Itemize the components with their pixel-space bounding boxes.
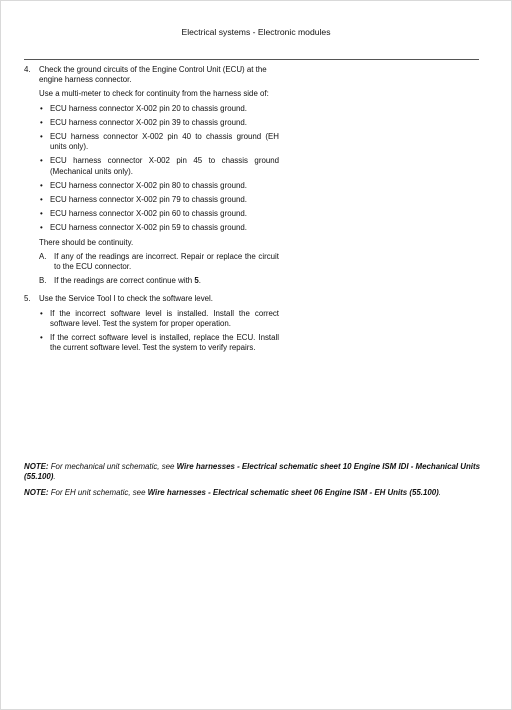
step-4 bbox=[24, 65, 279, 290]
step-5 bbox=[24, 294, 279, 357]
sub-step-a bbox=[39, 252, 279, 272]
bullet-icon: • bbox=[40, 333, 43, 343]
bullet-icon: • bbox=[40, 209, 43, 219]
step-body bbox=[39, 294, 279, 357]
bullet-icon: • bbox=[40, 156, 43, 166]
list-item: • ECU harness connector X-002 pin 60 to chassis ground. bbox=[40, 209, 247, 219]
sub-step-b bbox=[39, 276, 279, 286]
check-list bbox=[39, 104, 279, 234]
step-intro: Use the Service Tool I to check the software level. bbox=[39, 294, 213, 304]
header-rule bbox=[24, 59, 479, 60]
list-item: • ECU harness connector X-002 pin 45 to chassis ground (Mechanical units only). bbox=[40, 156, 279, 176]
note-link[interactable]: Wire harnesses - Electrical schematic sheet 06 Engine ISM - EH Units (55.100) bbox=[147, 488, 439, 497]
sub-text: If the readings are correct continue with 5. bbox=[54, 276, 201, 286]
bullet-icon: • bbox=[40, 117, 43, 127]
note-mechanical: NOTE: For mechanical unit schematic, see Wire harnesses - Electrical schematic sheet 10 Engine ISM IDI - Mechanical Units (55.100). bbox=[24, 462, 481, 482]
step-number: 4. bbox=[24, 65, 31, 74]
list-item: • ECU harness connector X-002 pin 59 to chassis ground. bbox=[40, 223, 247, 233]
step-number: 5. bbox=[24, 294, 31, 304]
step-instruction: Use a multi-meter to check for continuity from the harness side of: bbox=[39, 89, 269, 99]
action-list bbox=[39, 309, 279, 354]
list-item: • ECU harness connector X-002 pin 80 to chassis ground. bbox=[40, 180, 247, 190]
list-item: • If the correct software level is installed, replace the ECU. Install the current software level. Test the system to verify repairs. bbox=[40, 333, 279, 353]
bullet-icon: • bbox=[40, 195, 43, 205]
list-item: • ECU harness connector X-002 pin 40 to chassis ground (EH units only). bbox=[40, 132, 279, 152]
continuity-text: There should be continuity. bbox=[39, 237, 134, 247]
list-item: • ECU harness connector X-002 pin 20 to chassis ground. bbox=[40, 103, 247, 113]
step-intro: Check the ground circuits of the Engine Control Unit (ECU) at the engine harness connector. bbox=[39, 65, 267, 85]
note-text: For mechanical unit schematic, see bbox=[48, 462, 177, 471]
list-item: • ECU harness connector X-002 pin 39 to chassis ground. bbox=[40, 117, 247, 127]
bullet-icon: • bbox=[40, 132, 43, 142]
step-body bbox=[39, 65, 279, 290]
bullet-icon: • bbox=[40, 180, 43, 190]
procedure-content bbox=[24, 65, 279, 361]
sub-letter: B. bbox=[39, 276, 47, 286]
step-reference: 5 bbox=[194, 276, 199, 286]
bullet-icon: • bbox=[40, 103, 43, 113]
list-item: • If the incorrect software level is installed. Install the correct software level. Test the system for proper operation. bbox=[40, 308, 279, 328]
note-text: For EH unit schematic, see bbox=[48, 488, 148, 497]
sub-text: If any of the readings are incorrect. Repair or replace the circuit to the ECU connector. bbox=[54, 251, 279, 272]
sub-letter: A. bbox=[39, 251, 47, 261]
note-link[interactable]: Wire harnesses - Electrical schematic sheet 10 Engine ISM IDI - Mechanical Units (55.100) bbox=[24, 462, 481, 482]
bullet-icon: • bbox=[40, 308, 43, 318]
note-eh: NOTE: For EH unit schematic, see Wire harnesses - Electrical schematic sheet 06 Engine ISM - EH Units (55.100). bbox=[24, 488, 441, 497]
bullet-icon: • bbox=[40, 223, 43, 233]
note-label: NOTE: bbox=[24, 488, 49, 497]
note-label: NOTE: bbox=[24, 462, 49, 471]
page-header: Electrical systems - Electronic modules bbox=[181, 27, 331, 37]
list-item: • ECU harness connector X-002 pin 79 to chassis ground. bbox=[40, 195, 247, 205]
